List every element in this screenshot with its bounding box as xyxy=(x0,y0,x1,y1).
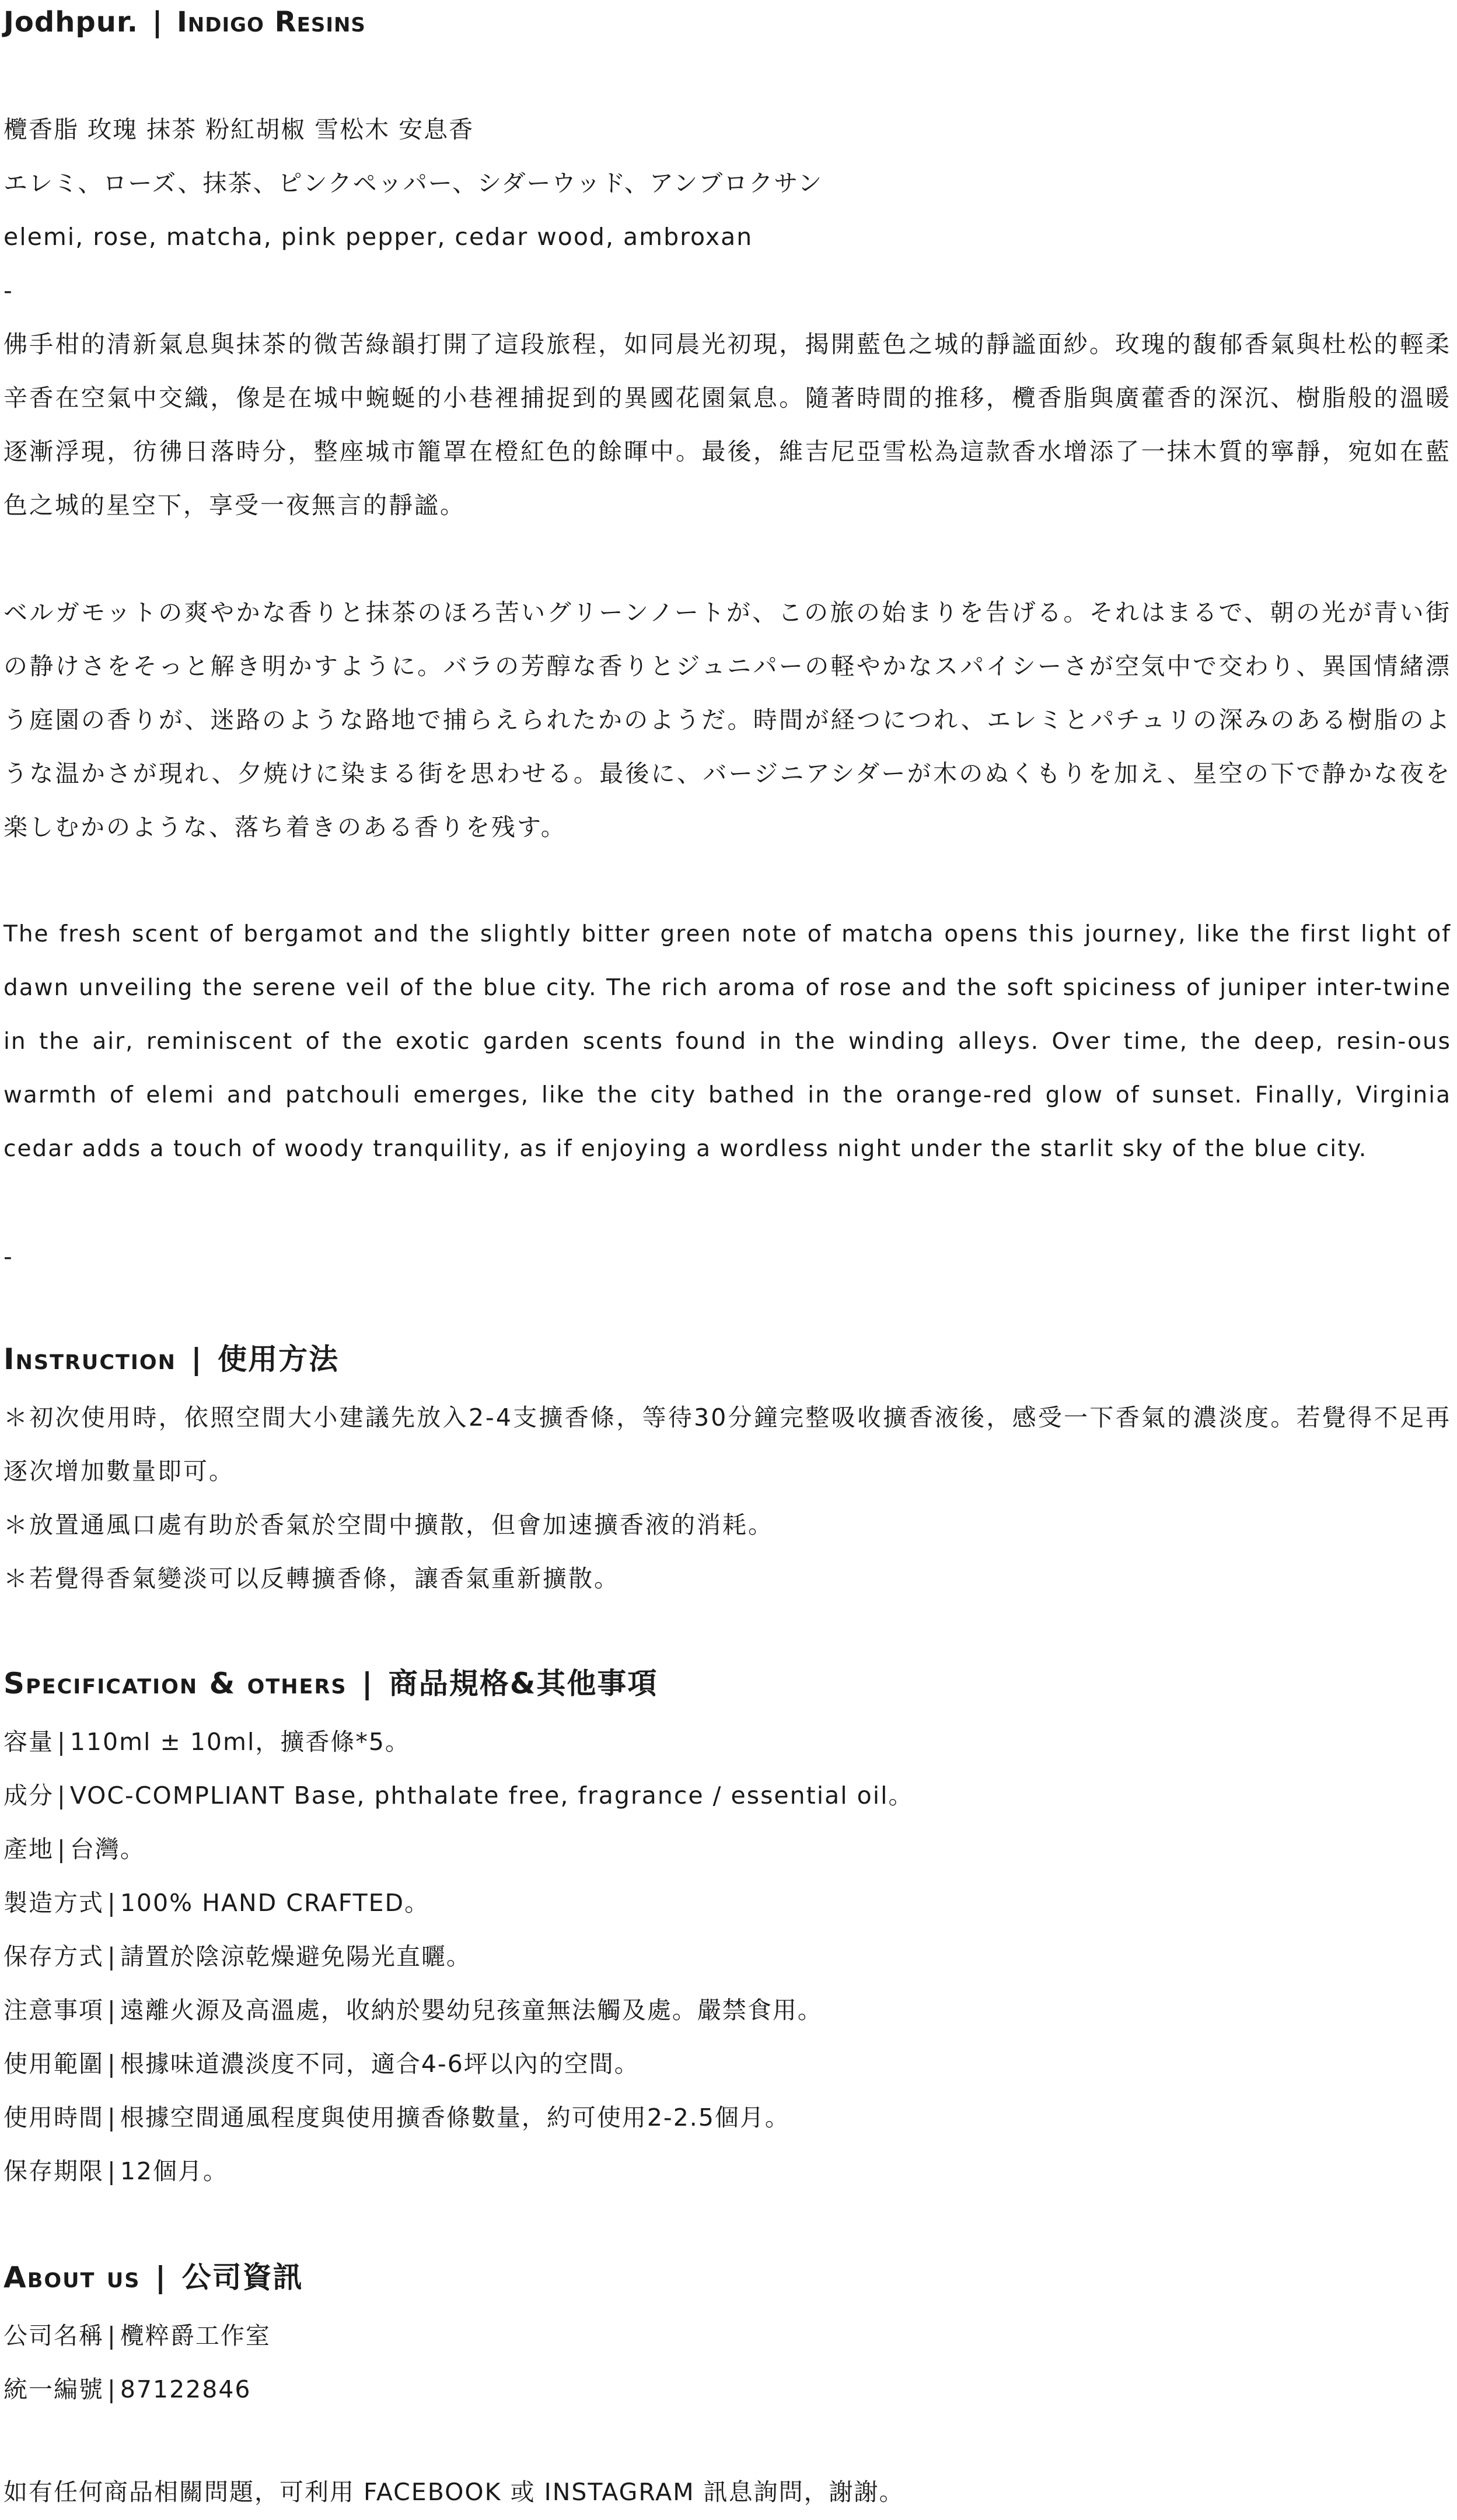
spec-value: 12個月。 xyxy=(120,2157,228,2185)
notes-ja: エレミ、ローズ、抹茶、ピンクペッパー、シダーウッド、アンブロクサン xyxy=(4,169,823,197)
spec-row xyxy=(4,1822,1451,1876)
spec-separator: | xyxy=(107,2104,117,2132)
spec-separator: | xyxy=(57,1835,67,1863)
about-heading xyxy=(4,2260,1451,2295)
instruction-item: ＊初次使用時，依照空間大小建議先放入2-4支擴香條，等待30分鐘完整吸收擴香液後，感受一下香氣的濃淡度。若覺得不足再逐次增加數量即可。 xyxy=(4,1404,1451,1485)
about-label: 公司名稱 xyxy=(4,2322,104,2350)
title-separator: | xyxy=(152,6,163,38)
spec-row xyxy=(4,1876,1451,1930)
spec-separator: | xyxy=(107,2157,117,2185)
specification-heading-en: Specification & others xyxy=(4,1667,347,1700)
instruction-heading-zh: 使用方法 xyxy=(218,1342,340,1376)
spec-separator: | xyxy=(107,2050,117,2078)
spec-row xyxy=(4,1983,1451,2037)
spec-row xyxy=(4,2091,1451,2144)
instruction-heading-en: Instruction xyxy=(4,1342,176,1376)
divider-dash: - xyxy=(4,276,12,304)
specification-heading xyxy=(4,1666,1451,1701)
spec-label: 保存期限 xyxy=(4,2157,104,2185)
spec-row xyxy=(4,1930,1451,1983)
spec-separator: | xyxy=(107,1889,117,1917)
spec-value: 根據味道濃淡度不同，適合4-6坪以內的空間。 xyxy=(120,2050,640,2078)
spec-value: 根據空間通風程度與使用擴香條數量，約可使用2-2.5個月。 xyxy=(120,2104,790,2132)
spec-separator: | xyxy=(57,1782,67,1810)
divider-dash: - xyxy=(4,1242,12,1270)
about-value: 87122846 xyxy=(120,2375,251,2403)
instruction-item: ＊放置通風口處有助於香氣於空間中擴散，但會加速擴香液的消耗。 xyxy=(4,1511,774,1539)
about-row xyxy=(4,2309,1451,2362)
spec-value: 100% HAND CRAFTED。 xyxy=(120,1889,430,1917)
collection-name: Indigo Resins xyxy=(176,6,366,38)
spec-label: 容量 xyxy=(4,1728,54,1756)
about-value: 欖粹爵工作室 xyxy=(120,2322,271,2350)
instruction-heading-separator: | xyxy=(191,1342,203,1376)
spec-label: 成分 xyxy=(4,1782,54,1810)
spec-separator: | xyxy=(107,1943,117,1971)
about-row xyxy=(4,2362,1451,2416)
page-title xyxy=(4,5,1451,40)
about-separator: | xyxy=(107,2375,117,2403)
about-heading-separator: | xyxy=(155,2260,167,2294)
specification-heading-separator: | xyxy=(362,1667,374,1700)
spec-label: 注意事項 xyxy=(4,1996,104,2024)
spec-value: 台灣。 xyxy=(69,1835,145,1863)
spec-row xyxy=(4,2037,1451,2091)
spec-separator: | xyxy=(57,1728,67,1756)
about-separator: | xyxy=(107,2322,117,2350)
about-heading-en: About us xyxy=(4,2260,141,2294)
brand-name: Jodhpur. xyxy=(4,6,138,38)
spec-separator: | xyxy=(107,1996,117,2024)
description-zh: 佛手柑的清新氣息與抹茶的微苦綠韻打開了這段旅程，如同晨光初現，揭開藍色之城的靜謐面紗。玫瑰的馥郁香氣與杜松的輕柔辛香在空氣中交織，像是在城中蜿蜒的小巷裡捕捉到的異國花園氣息。隨著時間的推移，欖香脂與廣藿香的深沉、樹脂般的溫暖逐漸浮現，彷彿日落時分，整座城市籠罩在橙紅色的餘暉中。最後，維吉尼亞雪松為這款香水增添了一抹木質的寧靜，宛如在藍色之城的星空下，享受一夜無言的靜謐。 xyxy=(4,330,1451,519)
spec-row xyxy=(4,2144,1451,2198)
spec-label: 產地 xyxy=(4,1835,54,1863)
instruction-item: ＊若覺得香氣變淡可以反轉擴香條，讓香氣重新擴散。 xyxy=(4,1564,620,1592)
spec-label: 保存方式 xyxy=(4,1943,104,1971)
description-ja: ベルガモットの爽やかな香りと抹茶のほろ苦いグリーンノートが、この旅の始まりを告げる。それはまるで、朝の光が青い街の静けさをそっと解き明かすように。バラの芳醇な香りとジュニパーの軽やかなスパイシーさが空気中で交わり、異国情緒漂う庭園の香りが、迷路のような路地で捕らえられたかのようだ。時間が経つにつれ、エレミとパチュリの深みのある樹脂のような温かさが現れ、夕焼けに染まる街を思わせる。最後に、バージニアシダーが木のぬくもりを加え、星空の下で静かな夜を楽しむかのような、落ち着きのある香りを残す。 xyxy=(4,598,1451,841)
notes-en: elemi, rose, matcha, pink pepper, cedar wood, ambroxan xyxy=(4,223,753,251)
instruction-heading xyxy=(4,1342,1451,1377)
spec-value: 110ml ± 10ml，擴香條*5。 xyxy=(69,1728,410,1756)
notes-zh: 欖香脂 玫瑰 抹茶 粉紅胡椒 雪松木 安息香 xyxy=(4,116,474,144)
spec-value: VOC-COMPLIANT Base, phthalate free, fragrance / essential oil。 xyxy=(69,1782,914,1810)
spec-label: 使用時間 xyxy=(4,2104,104,2132)
spec-row xyxy=(4,1715,1451,1769)
spec-value: 請置於陰涼乾燥避免陽光直曬。 xyxy=(120,1943,471,1971)
spec-row xyxy=(4,1769,1451,1822)
about-heading-zh: 公司資訊 xyxy=(181,2260,303,2294)
footer-contact-note: 如有任何商品相關問題，可利用 FACEBOOK 或 INSTAGRAM 訊息詢問，謝謝。 xyxy=(4,2478,904,2506)
spec-label: 製造方式 xyxy=(4,1889,104,1917)
about-label: 統一編號 xyxy=(4,2375,104,2403)
description-en: The fresh scent of bergamot and the slightly bitter green note of matcha opens this journey, like the first light of dawn unveiling the serene veil of the blue city. The rich aroma of rose and the soft spiciness of juniper inter-twine in the air, reminiscent of the exotic garden scents found in the winding alleys. Over time, the deep, resin-ous warmth of elemi and patchouli emerges, like the city bathed in the orange-red glow of sunset. Finally, Virginia cedar adds a touch of woody tranquility, as if enjoying a wordless night under the starlit sky of the blue city. xyxy=(4,921,1451,1162)
spec-value: 遠離火源及高溫處，收納於嬰幼兒孩童無法觸及處。嚴禁食用。 xyxy=(120,1996,823,2024)
spec-label: 使用範圍 xyxy=(4,2050,104,2078)
specification-heading-zh: 商品規格&其他事項 xyxy=(388,1667,658,1700)
